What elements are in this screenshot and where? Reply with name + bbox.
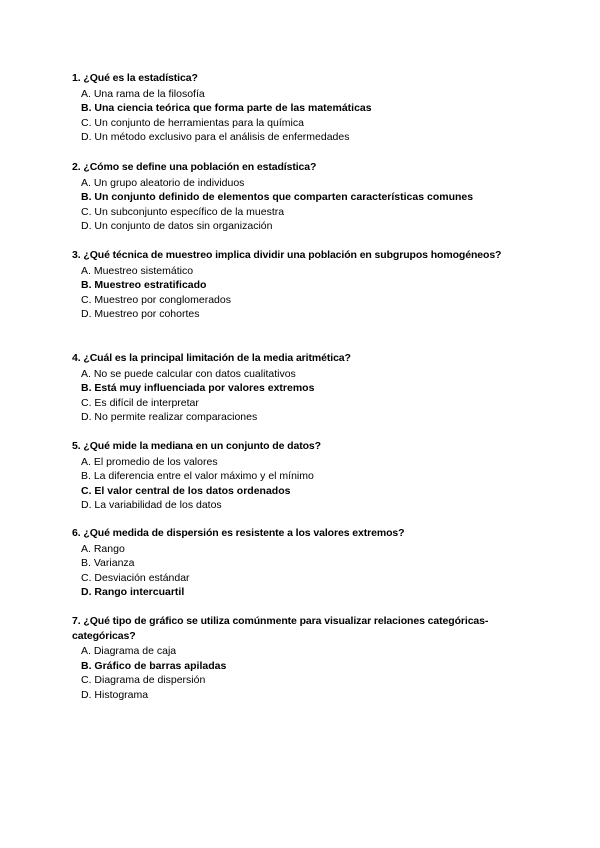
answer-option: D. No permite realizar comparaciones — [81, 411, 258, 424]
question-6 — [72, 526, 532, 600]
answer-option-correct: B. Está muy influenciada por valores extremos — [81, 382, 315, 395]
answer-option-correct: B. Muestreo estratificado — [81, 279, 207, 292]
question-text: 4. ¿Cuál es la principal limitación de la media aritmética? — [72, 352, 351, 364]
answer-option: A. Un grupo aleatorio de individuos — [81, 176, 245, 189]
question-text: 7. ¿Qué tipo de gráfico se utiliza comúnmente para visualizar relaciones categóricas-categóricas? — [72, 615, 489, 642]
answer-options — [72, 644, 532, 702]
answer-options — [72, 367, 532, 425]
answer-options — [72, 455, 532, 513]
answer-option: A. El promedio de los valores — [81, 455, 218, 468]
answer-option: A. Muestreo sistemático — [81, 264, 194, 277]
question-3 — [72, 248, 532, 322]
answer-option: C. Desviación estándar — [81, 571, 190, 584]
answer-option: A. No se puede calcular con datos cualitativos — [81, 367, 296, 380]
answer-option: D. Un conjunto de datos sin organización — [81, 220, 273, 233]
answer-option: C. Diagrama de dispersión — [81, 674, 206, 687]
answer-options — [72, 87, 532, 145]
answer-options — [72, 542, 532, 600]
question-text: 6. ¿Qué medida de dispersión es resistente a los valores extremos? — [72, 527, 405, 539]
answer-option: A. Una rama de la filosofía — [81, 87, 205, 100]
answer-option: B. La diferencia entre el valor máximo y el mínimo — [81, 470, 314, 483]
question-1 — [72, 71, 532, 145]
answer-option: A. Diagrama de caja — [81, 645, 177, 657]
question-text: 2. ¿Cómo se define una población en estadística? — [72, 161, 317, 173]
answer-option-correct: B. Un conjunto definido de elementos que comparten características comunes — [81, 191, 474, 204]
answer-options — [72, 264, 532, 322]
answer-option-correct: B. Una ciencia teórica que forma parte de las matemáticas — [81, 102, 372, 115]
answer-option-correct: D. Rango intercuartil — [81, 586, 185, 599]
answer-option: C. Un subconjunto específico de la muestra — [81, 205, 285, 218]
answer-option: D. Muestreo por cohortes — [81, 308, 200, 321]
answer-option: C. Un conjunto de herramientas para la química — [81, 116, 304, 129]
question-5 — [72, 439, 532, 513]
answer-option-correct: C. El valor central de los datos ordenados — [81, 484, 291, 497]
question-2 — [72, 160, 532, 234]
question-4 — [72, 351, 532, 425]
answer-option: C. Muestreo por conglomerados — [81, 293, 231, 306]
answer-option-correct: B. Gráfico de barras apiladas — [81, 659, 227, 672]
answer-option: C. Es difícil de interpretar — [81, 396, 199, 409]
answer-option: D. Un método exclusivo para el análisis de enfermedades — [81, 131, 350, 144]
answer-option: B. Varianza — [81, 557, 135, 570]
answer-options — [72, 176, 532, 234]
question-7 — [72, 614, 532, 702]
question-text: 3. ¿Qué técnica de muestreo implica dividir una población en subgrupos homogéneos? — [72, 249, 502, 261]
question-text: 1. ¿Qué es la estadística? — [72, 72, 198, 84]
answer-option: D. La variabilidad de los datos — [81, 499, 222, 512]
question-text: 5. ¿Qué mide la mediana en un conjunto de datos? — [72, 440, 321, 452]
answer-option: A. Rango — [81, 542, 125, 555]
answer-option: D. Histograma — [81, 688, 149, 701]
